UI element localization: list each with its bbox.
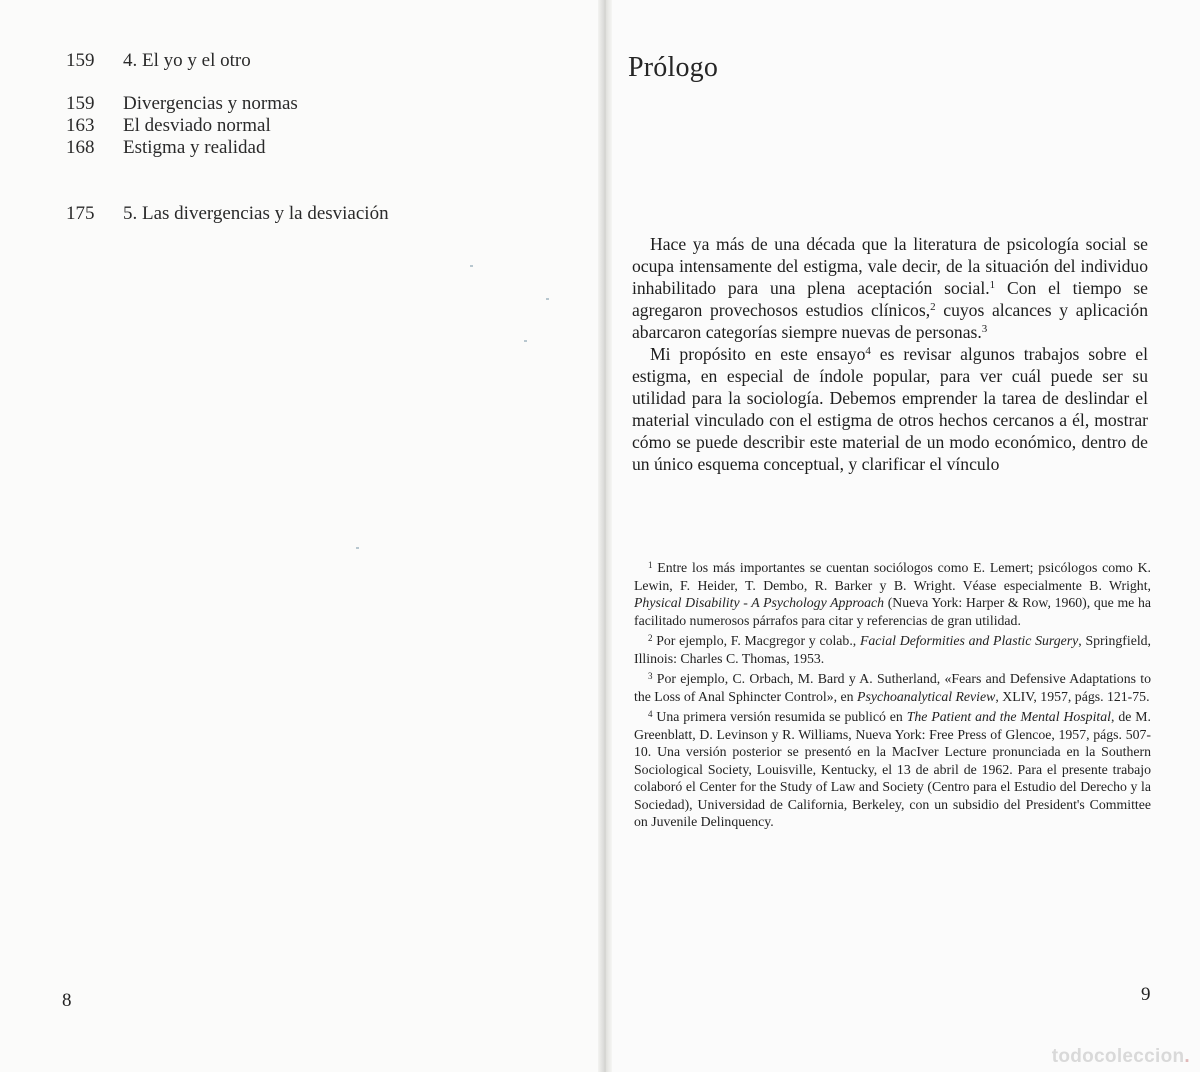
watermark-logo xyxy=(1052,1046,1190,1068)
right-page-number: 9 xyxy=(1141,984,1151,1005)
text-run: Una primera versión resumida se publicó en xyxy=(652,709,907,724)
toc-entry xyxy=(66,115,271,137)
toc-page-number: 168 xyxy=(66,137,95,158)
left-page-number: 8 xyxy=(62,990,72,1011)
toc-title: Estigma y realidad xyxy=(123,137,266,158)
text-run: Con el tiempo se agregaron provechosos estudios clínicos, xyxy=(632,278,1148,320)
toc-entry xyxy=(66,137,265,159)
footnote-number: 1 xyxy=(648,560,653,570)
text-run: Mi propósito en este ensayo xyxy=(650,344,866,364)
text-run: Entre los más importantes se cuentan sociólogos como E. Lemert; psicólogos como K. Lewin, F. Heider, T. Dembo, R. Barker y B. Wright. Véase especialmente B. Wright, xyxy=(634,560,1151,593)
footnote-ref: 4 xyxy=(865,345,871,357)
toc-entry xyxy=(66,50,251,72)
footnote-ref: 1 xyxy=(989,279,996,291)
footnote xyxy=(634,670,1151,705)
footnote-number: 4 xyxy=(648,709,653,719)
toc-entry xyxy=(66,203,389,225)
toc-title: 4. El yo y el otro xyxy=(123,50,251,71)
text-run: cuyos alcances y aplicación abarcaron categorías siempre nuevas de personas. xyxy=(632,300,1148,342)
scan-speck xyxy=(356,547,359,549)
toc-page-number: 159 xyxy=(66,50,95,71)
footnote xyxy=(634,632,1151,667)
text-run: , de M. Greenblatt, D. Levinson y R. Williams, Nueva York: Free Press of Glencoe, 1957, págs. 507-10. Una versión posterior se presentó en la MacIver Lecture pronunciada en la Southern Sociological Society, Louisville, Kentucky, el 13 de abril de 1962. Para el presente trabajo colaboró el Center for the Study of Law and Society (Centro para el Estudio del Derecho y la Sociedad), Universidad de California, Berkeley, con un subsidio del President's Committee on Juvenile Delinquency. xyxy=(634,709,1151,829)
toc-entry xyxy=(66,93,298,115)
text-run: , XLIV, 1957, págs. 121-75. xyxy=(995,688,1150,704)
toc-page-number: 159 xyxy=(66,93,95,114)
text-run: Por ejemplo, C. Orbach, M. Bard y A. Sutherland, «Fears and Defensive Adaptations to the Loss of Anal Sphincter Control», en xyxy=(634,671,1151,704)
toc-page-number: 175 xyxy=(66,203,95,224)
paragraph xyxy=(632,233,1148,343)
footnote-number: 3 xyxy=(648,671,653,681)
italic-title: Facial Deformities and Plastic Surgery xyxy=(859,633,1079,648)
text-run: Hace ya más de una década que la literatura de psicología social se ocupa intensamente del estigma, vale decir, de la situación del individuo inhabilitado para una plena aceptación social. xyxy=(632,234,1148,298)
text-run: , Springfield, Illinois: Charles C. Thomas, 1953. xyxy=(634,633,1151,666)
body-text xyxy=(632,233,1148,475)
text-run: Por ejemplo, F. Macgregor y colab., xyxy=(652,633,860,648)
toc-title: El desviado normal xyxy=(123,115,271,136)
italic-title: The Patient and the Mental Hospital xyxy=(906,709,1111,724)
scan-speck xyxy=(546,298,549,300)
chapter-heading: Prólogo xyxy=(628,52,719,83)
footnote-number: 2 xyxy=(648,633,653,643)
footnote xyxy=(634,708,1151,831)
right-page xyxy=(606,0,1200,1072)
footnote-ref: 3 xyxy=(981,323,988,335)
toc-title: 5. Las divergencias y la desviación xyxy=(123,203,389,224)
italic-title: Psychoanalytical Review xyxy=(857,688,996,704)
watermark-dot: . xyxy=(1184,1046,1190,1067)
footnote xyxy=(634,559,1151,629)
text-run: (Nueva York: Harper & Row, 1960), que me ha facilitado numerosos párrafos para citar y referencias de gran utilidad. xyxy=(634,595,1151,628)
text-run: es revisar algunos trabajos sobre el estigma, en especial de índole popular, para ver cuál puede ser su utilidad para la sociología. Debemos emprender la tarea de deslindar el material vinculado con el estigma de otros hechos cercanos a él, mostrar cómo se puede describir este material de un modo económico, dentro de un único esquema conceptual, y clarificar el vínculo xyxy=(632,344,1148,474)
italic-title: Physical Disability - A Psychology Approach xyxy=(634,595,885,610)
toc-page-number: 163 xyxy=(66,115,95,136)
footnotes xyxy=(634,559,1151,834)
scan-speck xyxy=(524,340,527,342)
footnote-ref: 2 xyxy=(930,301,936,313)
toc-title: Divergencias y normas xyxy=(123,93,298,114)
book-gutter xyxy=(598,0,612,1072)
paragraph xyxy=(632,343,1148,475)
watermark-text: todocoleccion xyxy=(1051,1046,1185,1067)
scan-speck xyxy=(470,265,473,267)
